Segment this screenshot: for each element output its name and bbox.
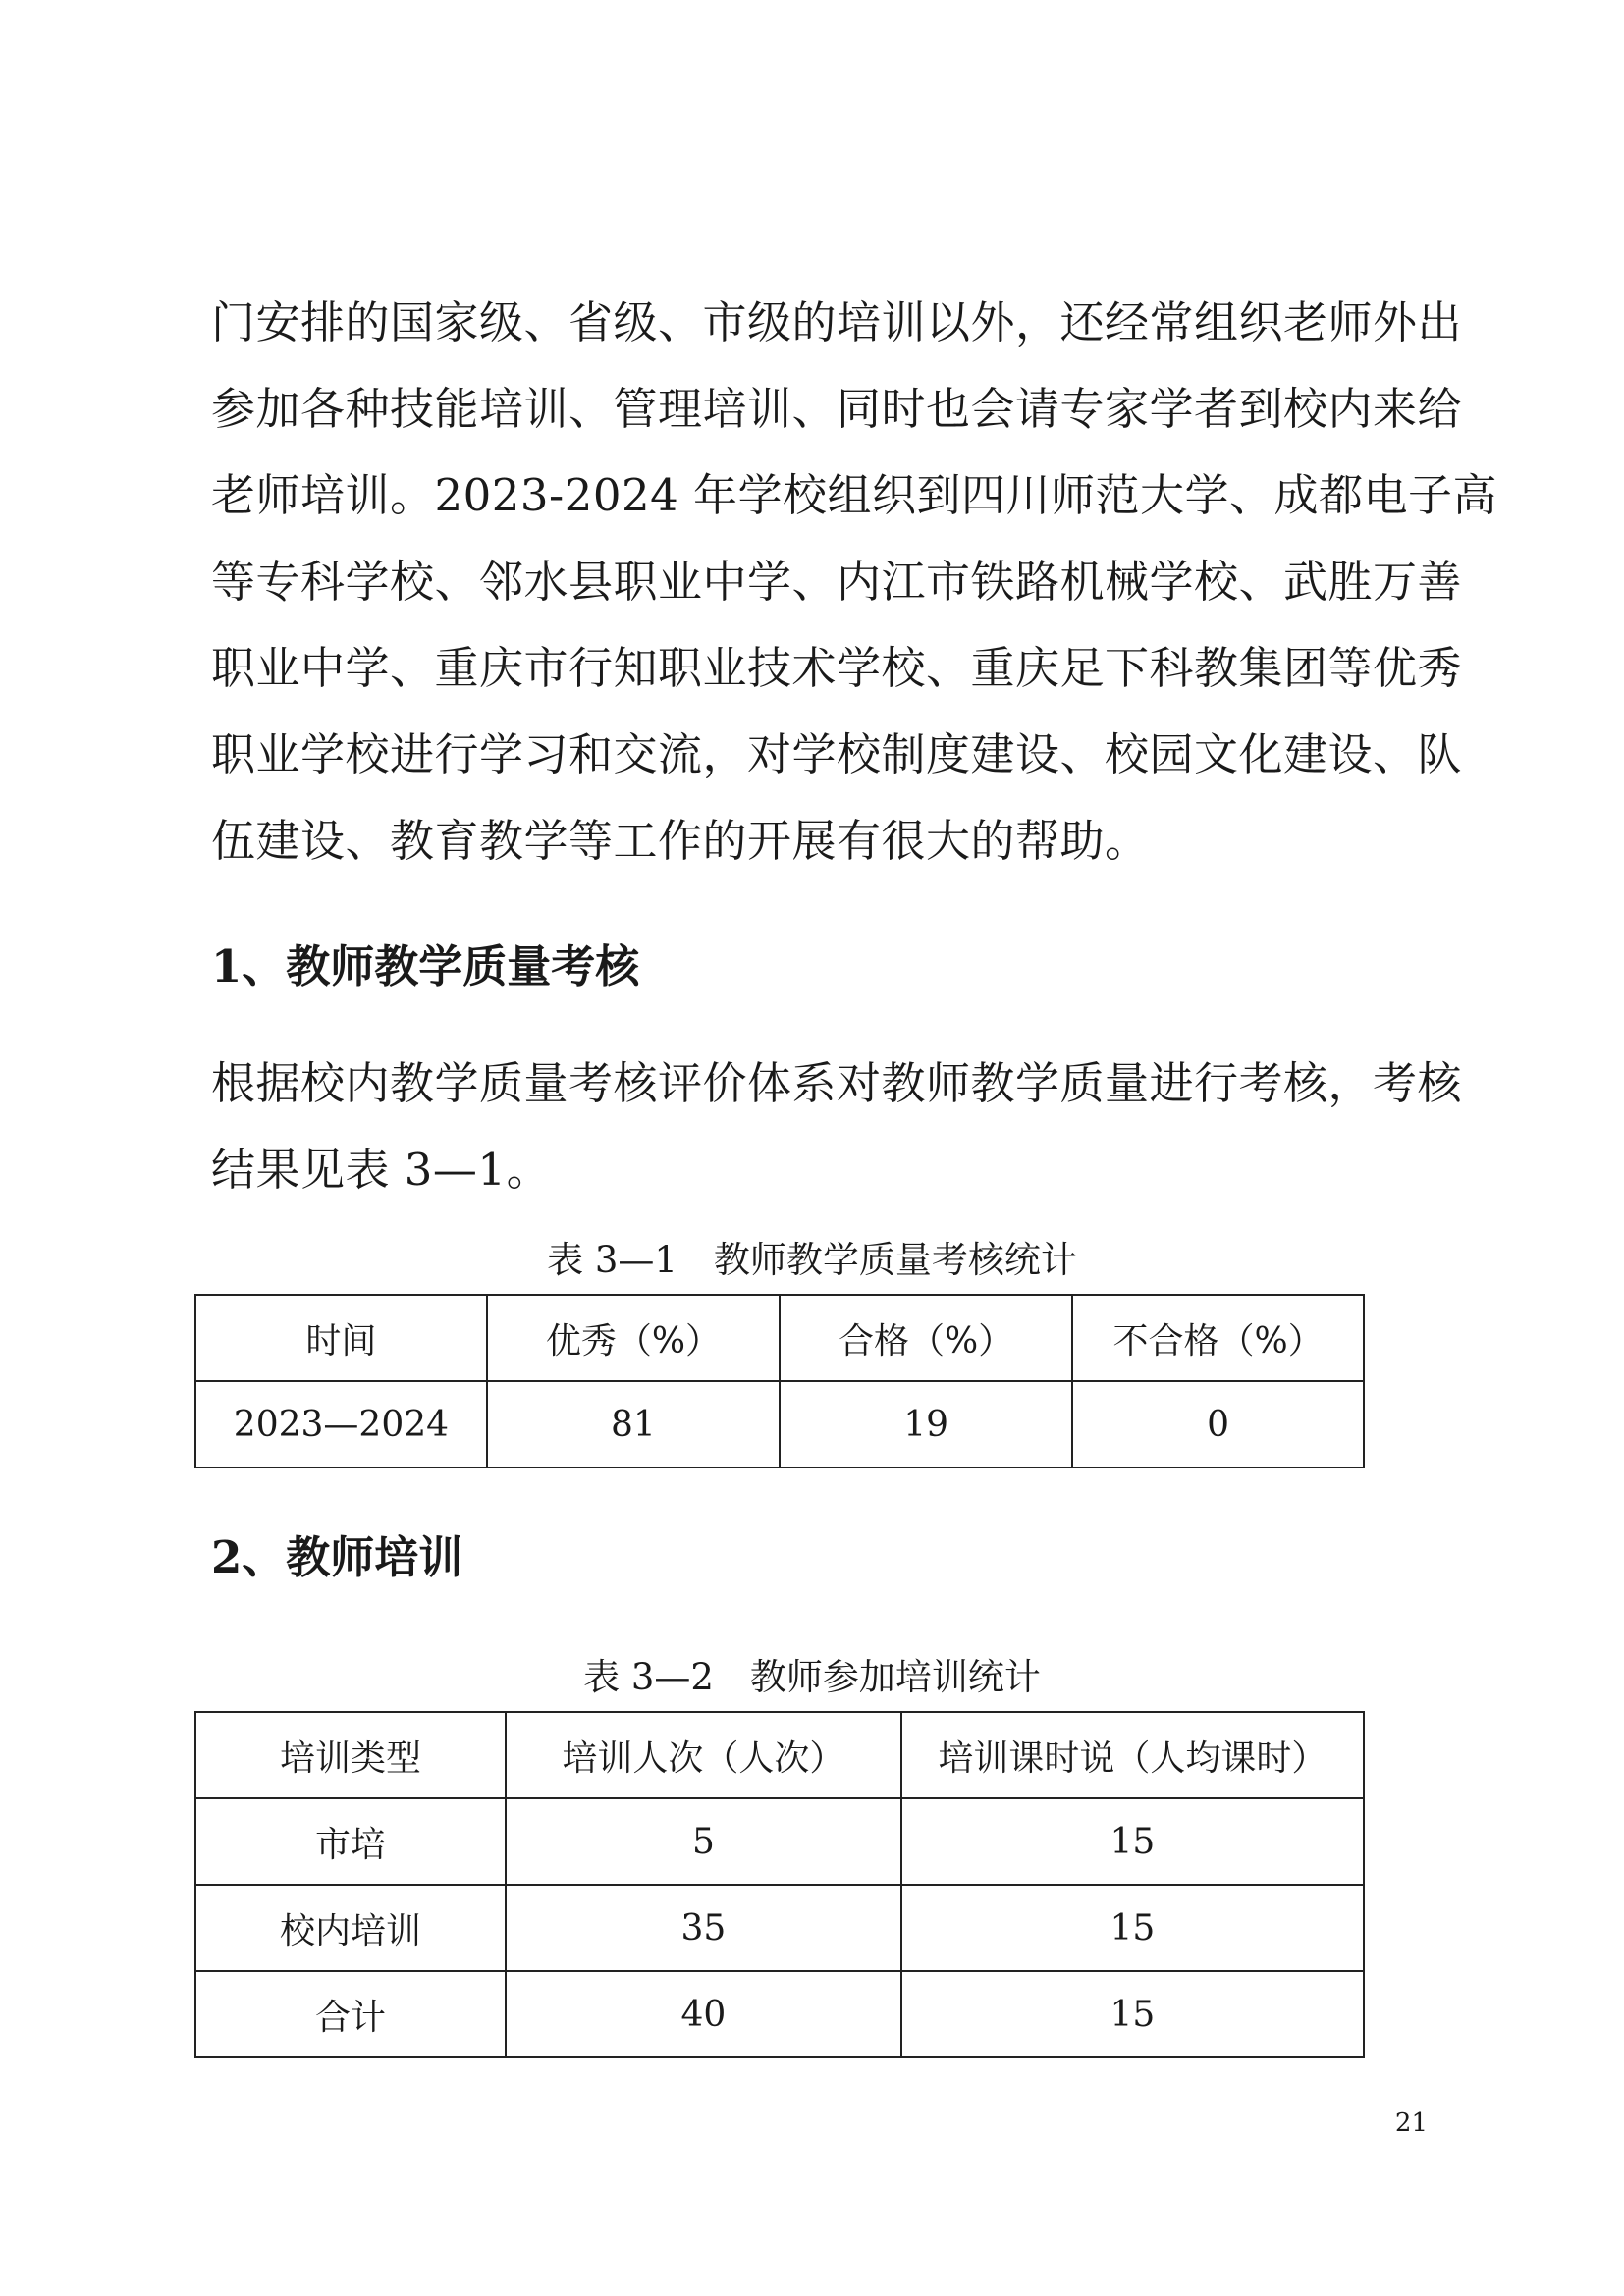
paragraph-line: 老师培训。2023-2024 年学校组织到四川师范大学、成都电子高 (211, 469, 1498, 521)
table-cell: 15 (901, 1971, 1364, 2057)
table-cell: 15 (901, 1885, 1364, 1971)
paragraph-line: 职业中学、重庆市行知职业技术学校、重庆足下科教集团等优秀 (211, 642, 1463, 694)
table-cell: 2023—2024 (195, 1381, 487, 1468)
table-cell: 19 (780, 1381, 1072, 1468)
table-header-row (195, 1712, 1364, 1798)
paragraph-line: 伍建设、教育教学等工作的开展有很大的帮助。 (211, 815, 1150, 867)
page-number: 21 (1394, 2109, 1428, 2138)
table-cell: 35 (506, 1885, 901, 1971)
table-cell: 合计 (195, 1971, 506, 2057)
table-header-cell: 合格（%） (780, 1295, 1072, 1381)
table-row (195, 1381, 1364, 1468)
teacher-training-table (194, 1711, 1365, 2058)
table-cell: 校内培训 (195, 1885, 506, 1971)
table1-caption: 表 3—1 教师教学质量考核统计 (547, 1239, 1077, 1281)
table-cell: 5 (506, 1798, 901, 1885)
paragraph-line: 等专科学校、邻水县职业中学、内江市铁路机械学校、武胜万善 (211, 556, 1463, 608)
table-cell: 40 (506, 1971, 901, 2057)
table-header-cell: 不合格（%） (1072, 1295, 1364, 1381)
teaching-quality-table (194, 1294, 1365, 1468)
table-cell: 市培 (195, 1798, 506, 1885)
table-cell: 15 (901, 1798, 1364, 1885)
section1-intro (211, 1041, 1463, 1213)
table-header-cell: 优秀（%） (487, 1295, 780, 1381)
table-cell: 0 (1072, 1381, 1364, 1468)
paragraph-line: 结果见表 3—1。 (211, 1144, 552, 1196)
table-row (195, 1798, 1364, 1885)
table-header-cell: 培训课时说（人均课时） (901, 1712, 1364, 1798)
table-cell: 81 (487, 1381, 780, 1468)
table-header-cell: 培训人次（人次） (506, 1712, 901, 1798)
table-row (195, 1971, 1364, 2057)
paragraph-line: 门安排的国家级、省级、市级的培训以外，还经常组织老师外出 (211, 296, 1463, 348)
paragraph-line: 职业学校进行学习和交流，对学校制度建设、校园文化建设、队 (211, 728, 1463, 780)
body-paragraph (211, 280, 1498, 884)
paragraph-line: 参加各种技能培训、管理培训、同时也会请专家学者到校内来给 (211, 383, 1463, 435)
table-row (195, 1885, 1364, 1971)
paragraph-line: 根据校内教学质量考核评价体系对教师教学质量进行考核，考核 (211, 1057, 1463, 1109)
table2-caption: 表 3—2 教师参加培训统计 (583, 1656, 1041, 1698)
table-header-cell: 培训类型 (195, 1712, 506, 1798)
table-header-cell: 时间 (195, 1295, 487, 1381)
table-header-row (195, 1295, 1364, 1381)
section1-heading: 1、教师教学质量考核 (211, 940, 640, 992)
section2-heading: 2、教师培训 (211, 1531, 463, 1583)
